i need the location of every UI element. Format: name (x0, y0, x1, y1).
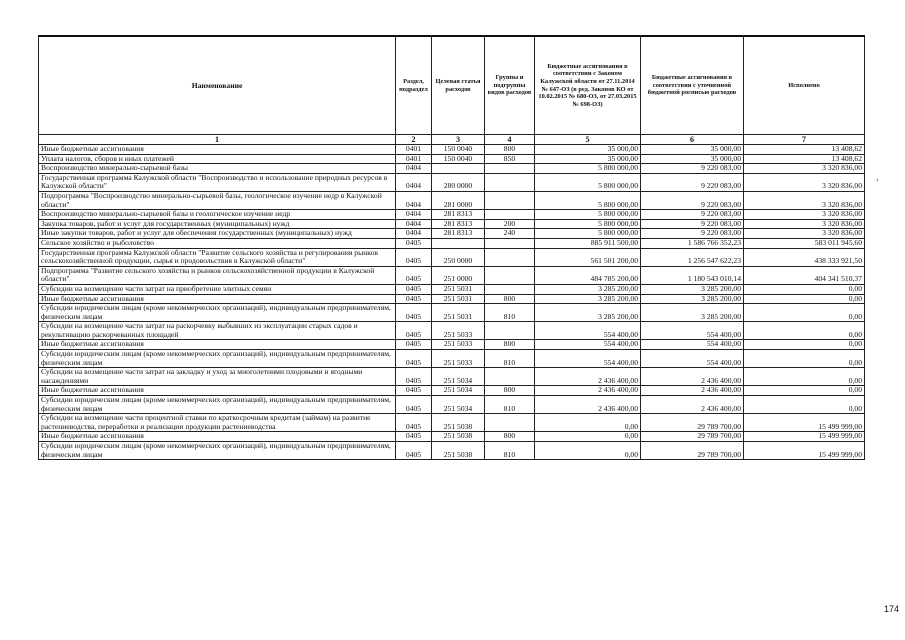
cell-name: Закупка товаров, работ и услуг для государственных (муниципальных) нужд (39, 219, 396, 229)
cell-law: 5 800 000,00 (535, 210, 641, 220)
cell-law: 35 000,00 (535, 154, 641, 164)
cell-target: 250 0000 (432, 248, 485, 266)
cell-group (485, 266, 535, 284)
cell-section: 0405 (396, 432, 432, 442)
cell-target: 251 5038 (432, 414, 485, 432)
cell-group: 800 (485, 340, 535, 350)
cell-group: 810 (485, 442, 535, 460)
cell-group: 810 (485, 350, 535, 368)
cell-group: 850 (485, 154, 535, 164)
table-row (39, 248, 865, 266)
cell-name: Воспроизводство минерально-сырьевой базы и геологическое изучение недр (39, 210, 396, 220)
cell-target: 251 5031 (432, 304, 485, 322)
cell-refined: 35 000,00 (641, 145, 744, 155)
cell-law: 554 400,00 (535, 350, 641, 368)
header-groups: Группы и подгруппы видов расходов (485, 36, 535, 135)
cell-name: Субсидии юридическим лицам (кроме некоммерческих организаций), индивидуальным предпринимателям, физическим лицам (39, 350, 396, 368)
cell-section: 0405 (396, 386, 432, 396)
cell-target: 251 5033 (432, 350, 485, 368)
cell-section: 0401 (396, 154, 432, 164)
table-row (39, 173, 865, 191)
table-row (39, 145, 865, 155)
cell-refined: 9 220 083,00 (641, 173, 744, 191)
cell-executed: 0,00 (744, 284, 865, 294)
cell-executed: 3 320 836,00 (744, 173, 865, 191)
table-row (39, 368, 865, 386)
cell-executed: 15 499 999,00 (744, 432, 865, 442)
cell-group: 800 (485, 432, 535, 442)
cell-executed: 0,00 (744, 304, 865, 322)
header-refined: Бюджетные ассигнования в соответствии с уточненной бюджетной росписью расходов (641, 36, 744, 135)
table-row (39, 284, 865, 294)
cell-law: 5 800 000,00 (535, 229, 641, 239)
cell-group: 810 (485, 396, 535, 414)
cell-target: 281 8313 (432, 210, 485, 220)
cell-name: Государственная программа Калужской области "Развитие сельского хозяйства и регулирования рынков сельскохозяйственной продукции, сырья и продовольствия в Калужской области" (39, 248, 396, 266)
table-row (39, 229, 865, 239)
cell-group: 200 (485, 219, 535, 229)
cell-group: 800 (485, 145, 535, 155)
cell-executed: 0,00 (744, 322, 865, 340)
table-row (39, 191, 865, 209)
cell-executed: 3 320 836,00 (744, 191, 865, 209)
cell-law: 0,00 (535, 414, 641, 432)
cell-target (432, 164, 485, 174)
cell-law: 5 800 000,00 (535, 164, 641, 174)
cell-law: 5 800 000,00 (535, 219, 641, 229)
cell-executed: 3 320 836,00 (744, 210, 865, 220)
cell-refined: 1 180 543 010,14 (641, 266, 744, 284)
cell-target: 150 0040 (432, 145, 485, 155)
cell-refined: 1 256 547 622,23 (641, 248, 744, 266)
column-number: 4 (485, 135, 535, 145)
header-name: Наименование (39, 36, 396, 135)
table-row (39, 386, 865, 396)
cell-law: 0,00 (535, 432, 641, 442)
cell-refined: 1 586 766 352,23 (641, 238, 744, 248)
budget-table (38, 35, 865, 460)
cell-law: 3 285 200,00 (535, 284, 641, 294)
cell-target: 251 5034 (432, 396, 485, 414)
cell-refined: 9 220 083,00 (641, 164, 744, 174)
cell-executed: 0,00 (744, 350, 865, 368)
cell-target: 251 5031 (432, 294, 485, 304)
cell-group (485, 368, 535, 386)
cell-section: 0405 (396, 396, 432, 414)
table-row (39, 266, 865, 284)
cell-name: Субсидии на возмещение части процентной ставки по краткосрочным кредитам (займам) на развитие растениеводства, переработки и реализации продукции растениеводства (39, 414, 396, 432)
cell-target: 251 5038 (432, 432, 485, 442)
cell-section: 0404 (396, 219, 432, 229)
cell-law: 5 800 000,00 (535, 191, 641, 209)
cell-refined: 29 789 700,00 (641, 442, 744, 460)
column-number: 2 (396, 135, 432, 145)
cell-target: 251 5034 (432, 386, 485, 396)
cell-law: 885 911 500,00 (535, 238, 641, 248)
header-section: Раздел, подраздел (396, 36, 432, 135)
cell-section: 0404 (396, 173, 432, 191)
cell-target: 251 0000 (432, 266, 485, 284)
cell-name: Иные бюджетные ассигнования (39, 145, 396, 155)
cell-section: 0405 (396, 340, 432, 350)
cell-law: 554 400,00 (535, 322, 641, 340)
cell-executed: 3 320 836,00 (744, 229, 865, 239)
header-row (39, 36, 865, 135)
table-row (39, 414, 865, 432)
cell-target: 251 5034 (432, 368, 485, 386)
cell-law: 3 285 200,00 (535, 304, 641, 322)
cell-refined: 35 000,00 (641, 154, 744, 164)
cell-executed: 13 408,62 (744, 145, 865, 155)
cell-executed: 438 333 921,50 (744, 248, 865, 266)
cell-name: Субсидии юридическим лицам (кроме некоммерческих организаций), индивидуальным предпринимателям, физическим лицам (39, 442, 396, 460)
cell-refined: 9 220 083,00 (641, 210, 744, 220)
cell-name: Иные бюджетные ассигнования (39, 340, 396, 350)
cell-name: Субсидии на возмещение части затрат на приобретение элитных семян (39, 284, 396, 294)
cell-section: 0405 (396, 368, 432, 386)
cell-section: 0405 (396, 284, 432, 294)
table-row (39, 219, 865, 229)
cell-refined: 3 285 200,00 (641, 294, 744, 304)
table-row (39, 164, 865, 174)
cell-refined: 29 789 700,00 (641, 432, 744, 442)
cell-section: 0401 (396, 145, 432, 155)
table-row (39, 432, 865, 442)
cell-executed: 0,00 (744, 340, 865, 350)
cell-name: Воспроизводство минерально-сырьевой базы (39, 164, 396, 174)
cell-executed: 404 341 510,37 (744, 266, 865, 284)
cell-target: 281 8313 (432, 219, 485, 229)
cell-section: 0405 (396, 442, 432, 460)
cell-name: Уплата налогов, сборов и иных платежей (39, 154, 396, 164)
cell-section: 0405 (396, 350, 432, 368)
cell-law: 2 436 400,00 (535, 368, 641, 386)
cell-section: 0404 (396, 191, 432, 209)
cell-executed: 13 408,62 (744, 154, 865, 164)
cell-group (485, 248, 535, 266)
cell-group (485, 284, 535, 294)
cell-refined: 2 436 400,00 (641, 386, 744, 396)
cell-law: 561 501 200,00 (535, 248, 641, 266)
table-row (39, 238, 865, 248)
table-row (39, 340, 865, 350)
cell-section: 0405 (396, 414, 432, 432)
cell-group (485, 173, 535, 191)
cell-refined: 3 285 200,00 (641, 284, 744, 294)
cell-group (485, 191, 535, 209)
cell-target: 280 0000 (432, 173, 485, 191)
cell-name: Субсидии на возмещение части затрат на раскорчевку выбывших из эксплуатации старых садов и рекультивацию раскорчеванных площадей (39, 322, 396, 340)
cell-executed: 583 011 945,60 (744, 238, 865, 248)
cell-section: 0404 (396, 164, 432, 174)
cell-section: 0405 (396, 238, 432, 248)
cell-executed: 0,00 (744, 368, 865, 386)
cell-target: 251 5031 (432, 284, 485, 294)
cell-name: Иные бюджетные ассигнования (39, 294, 396, 304)
table-row (39, 396, 865, 414)
cell-refined: 2 436 400,00 (641, 396, 744, 414)
column-number: 7 (744, 135, 865, 145)
table-row (39, 210, 865, 220)
cell-group (485, 210, 535, 220)
cell-name: Субсидии юридическим лицам (кроме некоммерческих организаций), индивидуальным предпринимателям, физическим лицам (39, 396, 396, 414)
cell-group: 810 (485, 304, 535, 322)
table-row (39, 350, 865, 368)
table-row (39, 304, 865, 322)
cell-target: 150 0040 (432, 154, 485, 164)
cell-group (485, 322, 535, 340)
cell-name: Субсидии юридическим лицам (кроме некоммерческих организаций), индивидуальным предпринимателям, физическим лицам (39, 304, 396, 322)
cell-law: 3 285 200,00 (535, 294, 641, 304)
cell-law: 0,00 (535, 442, 641, 460)
cell-refined: 3 285 200,00 (641, 304, 744, 322)
cell-refined: 2 436 400,00 (641, 368, 744, 386)
cell-section: 0404 (396, 229, 432, 239)
cell-refined: 29 789 700,00 (641, 414, 744, 432)
cell-section: 0405 (396, 266, 432, 284)
cell-group: 800 (485, 386, 535, 396)
cell-target: 281 0000 (432, 191, 485, 209)
cell-target: 251 5033 (432, 340, 485, 350)
table-row (39, 154, 865, 164)
cell-target: 251 5033 (432, 322, 485, 340)
cell-target: 281 8313 (432, 229, 485, 239)
cell-law: 5 800 000,00 (535, 173, 641, 191)
cell-refined: 554 400,00 (641, 350, 744, 368)
cell-executed: 0,00 (744, 386, 865, 396)
cell-law: 35 000,00 (535, 145, 641, 155)
cell-law: 2 436 400,00 (535, 386, 641, 396)
column-number: 6 (641, 135, 744, 145)
cell-refined: 554 400,00 (641, 322, 744, 340)
cell-law: 2 436 400,00 (535, 396, 641, 414)
cell-executed: 15 499 999,00 (744, 442, 865, 460)
cell-section: 0404 (396, 210, 432, 220)
cell-executed: 0,00 (744, 396, 865, 414)
cell-executed: 15 499 999,00 (744, 414, 865, 432)
column-number: 3 (432, 135, 485, 145)
budget-table-sheet (38, 35, 864, 460)
cell-name: Иные бюджетные ассигнования (39, 386, 396, 396)
column-number: 5 (535, 135, 641, 145)
cell-name: Сельское хозяйство и рыболовство (39, 238, 396, 248)
table-row (39, 322, 865, 340)
page-number: 174 (883, 604, 899, 614)
cell-name: Государственная программа Калужской области "Воспроизводство и использование природных ресурсов в Калужской области" (39, 173, 396, 191)
cell-refined: 9 220 083,00 (641, 191, 744, 209)
cell-refined: 554 400,00 (641, 340, 744, 350)
column-number-row (39, 135, 865, 145)
cell-refined: 9 220 083,00 (641, 219, 744, 229)
cell-law: 484 785 200,00 (535, 266, 641, 284)
cell-target (432, 238, 485, 248)
header-executed: Исполнено (744, 36, 865, 135)
cell-group (485, 414, 535, 432)
column-number: 1 (39, 135, 396, 145)
table-row (39, 442, 865, 460)
cell-name: Субсидии на возмещение части затрат на закладку и уход за многолетними плодовыми и ягодными насаждениями (39, 368, 396, 386)
cell-name: Подпрограмма "Воспроизводство минерально-сырьевой базы, геологическое изучение недр в Калужской области" (39, 191, 396, 209)
cell-name: Иные закупки товаров, работ и услуг для обеспечения государственных (муниципальных) нужд (39, 229, 396, 239)
cell-executed: 3 320 836,00 (744, 219, 865, 229)
header-target: Целевая статья расходов (432, 36, 485, 135)
cell-target: 251 5038 (432, 442, 485, 460)
cell-group (485, 164, 535, 174)
cell-section: 0405 (396, 322, 432, 340)
cell-law: 554 400,00 (535, 340, 641, 350)
cell-group: 240 (485, 229, 535, 239)
table-row (39, 294, 865, 304)
cell-group (485, 238, 535, 248)
cell-group: 800 (485, 294, 535, 304)
header-law: Бюджетные ассигнования в соответствии с Законом Калужской области от 27.11.2014 № 647-ОЗ (в ред. Законов КО от 10.02.2015 № 680-ОЗ, от 27.03.2015 № 698-ОЗ) (535, 36, 641, 135)
cell-refined: 9 220 083,00 (641, 229, 744, 239)
scan-mark: › (876, 175, 879, 184)
cell-name: Иные бюджетные ассигнования (39, 432, 396, 442)
cell-section: 0405 (396, 294, 432, 304)
cell-name: Подпрограмма "Развитие сельского хозяйства и рынков сельскохозяйственной продукции в Калужской области" (39, 266, 396, 284)
cell-section: 0405 (396, 304, 432, 322)
cell-section: 0405 (396, 248, 432, 266)
cell-executed: 3 320 836,00 (744, 164, 865, 174)
cell-executed: 0,00 (744, 294, 865, 304)
